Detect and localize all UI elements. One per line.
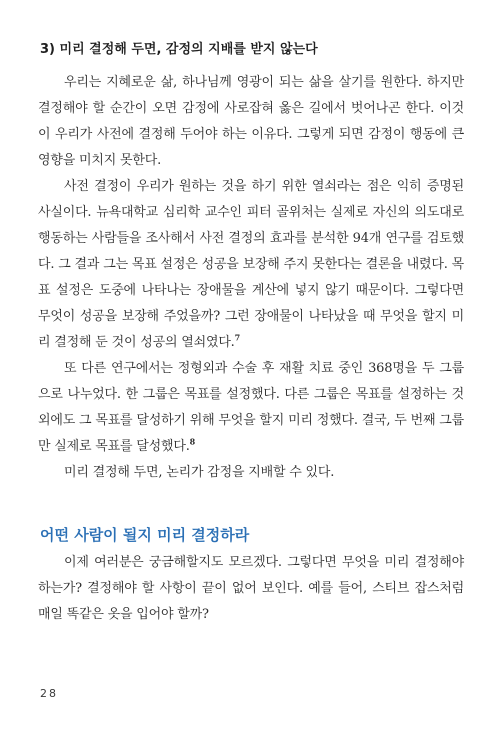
footnote-marker[interactable]: 8 [189,436,196,447]
paragraph-conclusion [38,460,464,486]
page-number: 28 [40,687,58,700]
paragraph-text: 이제 여러분은 궁금해할지도 모르겠다. 그렇다면 무엇을 미리 결정해야 하는가? 결정해야 할 사항이 끝이 없어 보인다. 예를 들어, 스티브 잡스처럼 매일 똑같은 옷을 입어야 할까? [38,555,464,622]
paragraph-text: 사전 결정이 우리가 원하는 것을 하기 위한 열쇠라는 점은 익히 증명된 사실이다. 뉴욕대학교 심리학 교수인 피터 골위처는 실제로 자신의 의도대로 행동하는 사람들을 조사해서 사전 결정의 효과를 분석한 94개 연구를 검토했다. 그 결과 그는 목표 설정은 성공을 보장해 주지 못한다는 결론을 내렸다. 목표 설정은 도중에 나타나는 장애물을 계산에 넣지 않기 때문이다. 그렇다면 무엇이 성공을 보장해 주었을까? 그런 장애물이 나타났을 때 무엇을 할지 미리 결정해 둔 것이 성공의 열쇠였다. [38,179,464,350]
paragraph-text: 미리 결정해 두면, 논리가 감정을 지배할 수 있다. [64,465,335,480]
paragraph-text: 또 다른 연구에서는 정형외과 수술 후 재활 치료 중인 368명을 두 그룹으로 나누었다. 한 그룹은 목표를 설정했다. 다른 그룹은 목표를 설정하는 것 외에도 그 목표를 달성하기 위해 무엇을 할지 미리 정했다. 결국, 두 번째 그룹만 실제로 목표를 달성했다. [38,361,464,454]
footnote-marker[interactable]: 7 [234,332,240,343]
paragraph-question [38,550,464,628]
paragraph-research [38,174,464,356]
book-page [38,40,464,628]
paragraph-text: 우리는 지혜로운 삶, 하나님께 영광이 되는 삶을 살기를 원한다. 하지만 결정해야 할 순간이 오면 감정에 사로잡혀 옳은 길에서 벗어나곤 한다. 이것이 우리가 사전에 결정해 두어야 하는 이유다. 그렇게 되면 감정이 행동에 큰 영향을 미치지 못한다. [38,75,464,168]
paragraph-intro [38,70,464,174]
paragraph-study [38,356,464,460]
chapter-heading: 어떤 사람이 될지 미리 결정하라 [40,526,250,544]
section-heading: 3) 미리 결정해 두면, 감정의 지배를 받지 않는다 [40,42,318,57]
